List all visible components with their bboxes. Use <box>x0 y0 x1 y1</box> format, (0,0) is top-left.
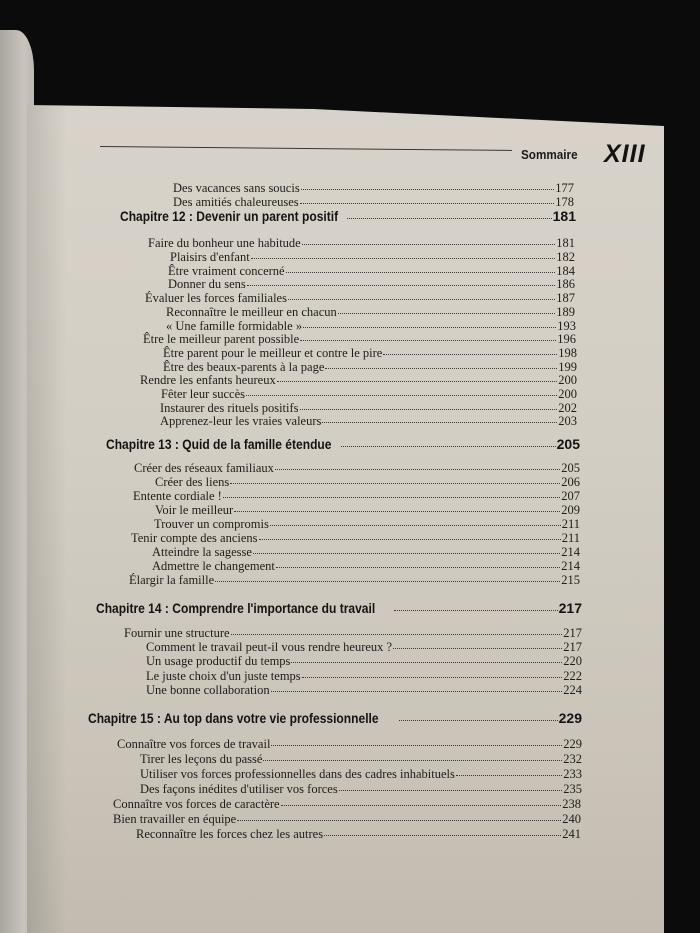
page-number: 240 <box>562 811 581 826</box>
dot-leader <box>286 261 556 273</box>
section-title: Fournir une structure <box>124 625 230 640</box>
page-number: 198 <box>558 345 577 360</box>
section-title: Créer des réseaux familiaux <box>134 460 274 475</box>
page-number: 229 <box>563 736 582 751</box>
section-title: Donner du sens <box>168 276 246 291</box>
section-title: Être le meilleur parent possible <box>143 331 300 346</box>
section-title: Être parent pour le meilleur et contre le pire <box>163 345 383 360</box>
section-title: Le juste choix d'un juste temps <box>146 668 301 683</box>
dot-leader <box>234 500 560 512</box>
dot-leader <box>393 637 562 649</box>
section-title: Trouver un compromis <box>154 516 269 531</box>
page-number: 235 <box>563 781 582 796</box>
dot-leader <box>259 528 561 540</box>
toc-entry-row <box>136 826 581 842</box>
section-title: Plaisirs d'enfant <box>170 249 250 264</box>
page-number: 214 <box>561 544 580 559</box>
section-title: Voir le meilleur <box>155 502 234 517</box>
section-title: Reconnaître les forces chez les autres <box>136 826 324 841</box>
toc-chapter-row <box>96 600 582 616</box>
toc-entry-row <box>146 682 582 698</box>
roman-page-number: XIII <box>604 140 646 168</box>
dot-leader <box>277 370 558 382</box>
dot-leader <box>246 384 557 396</box>
section-title: Être des beaux-parents à la page <box>163 359 325 374</box>
page-number: 224 <box>563 682 582 697</box>
dot-leader <box>302 233 556 245</box>
section-title: Connaître vos forces de travail <box>117 736 271 751</box>
page-number: 206 <box>561 474 580 489</box>
page-number: 184 <box>556 263 575 278</box>
page-number: 232 <box>563 751 582 766</box>
chapter-title: Chapitre 12 : Devenir un parent positif <box>120 208 339 224</box>
dot-leader <box>341 434 555 447</box>
section-title: Tirer les leçons du passé <box>140 751 263 766</box>
dot-leader <box>394 598 558 611</box>
section-title: « Une famille formidable » <box>166 318 303 333</box>
page-number: 182 <box>556 249 575 264</box>
page-number: 233 <box>563 766 582 781</box>
section-title: Tenir compte des anciens <box>131 530 258 545</box>
section-title: Des façons inédites d'utiliser vos forces <box>140 781 338 796</box>
dot-leader <box>231 623 563 635</box>
section-title: Faire du bonheur une habitude <box>148 235 301 250</box>
dot-leader <box>300 329 556 341</box>
page-number: 220 <box>563 653 582 668</box>
toc-chapter-row <box>88 710 582 726</box>
dot-leader <box>325 357 557 369</box>
section-title: Connaître vos forces de caractère <box>113 796 280 811</box>
page-number: 193 <box>557 318 576 333</box>
section-title: Apprenez-leur les vraies valeurs <box>160 413 322 428</box>
page-number: 181 <box>556 235 575 250</box>
dot-leader <box>270 514 561 526</box>
page-number: 222 <box>563 668 582 683</box>
section-title: Un usage productif du temps <box>146 653 291 668</box>
dot-leader <box>300 192 555 204</box>
dot-leader <box>263 749 562 761</box>
page-number: 186 <box>556 276 575 291</box>
page-number: 181 <box>552 208 576 224</box>
section-title: Atteindre la sagesse <box>152 544 252 559</box>
page-number: 215 <box>561 572 580 587</box>
section-title: Rendre les enfants heureux <box>140 372 276 387</box>
dot-leader <box>223 486 560 498</box>
dot-leader <box>456 764 562 776</box>
section-title: Fêter leur succès <box>161 386 245 401</box>
section-title: Des amitiés chaleureuses <box>173 194 299 209</box>
section-title: Élargir la famille <box>129 572 215 587</box>
page-number: 200 <box>558 386 577 401</box>
chapter-title: Chapitre 15 : Au top dans votre vie professionnelle <box>88 710 379 726</box>
section-title: Admettre le changement <box>152 558 275 573</box>
page-number: 214 <box>561 558 580 573</box>
page-number: 177 <box>555 180 574 195</box>
page-number: 238 <box>562 796 581 811</box>
page-number: 217 <box>563 625 582 640</box>
page-number: 217 <box>563 639 582 654</box>
dot-leader <box>237 809 561 821</box>
page-number: 196 <box>557 331 576 346</box>
page-number: 241 <box>562 826 581 841</box>
page-number: 209 <box>561 502 580 517</box>
dot-leader <box>215 570 560 582</box>
toc-chapter-row <box>120 208 576 224</box>
section-title: Entente cordiale ! <box>133 488 222 503</box>
page-number: 178 <box>555 194 574 209</box>
dot-leader <box>324 824 561 836</box>
page-number: 207 <box>561 488 580 503</box>
dot-leader <box>230 472 560 484</box>
dot-leader <box>302 666 563 678</box>
dot-leader <box>253 542 560 554</box>
page-number: 229 <box>558 710 582 726</box>
page-number: 203 <box>558 413 577 428</box>
dot-leader <box>339 779 563 791</box>
dot-leader <box>300 398 558 410</box>
chapter-title: Chapitre 14 : Comprendre l'importance du travail <box>96 600 376 616</box>
dot-leader <box>301 178 555 190</box>
section-title: Créer des liens <box>155 474 230 489</box>
dot-leader <box>271 680 563 692</box>
section-title: Des vacances sans soucis <box>173 180 300 195</box>
page-number: 199 <box>558 359 577 374</box>
dot-leader <box>322 411 557 423</box>
dot-leader <box>271 734 562 746</box>
section-title: Une bonne collaboration <box>146 682 270 697</box>
dot-leader <box>383 343 557 355</box>
page-number: 211 <box>561 530 580 545</box>
section-title: Utiliser vos forces professionnelles dans des cadres inhabituels <box>140 766 455 781</box>
page-number: 211 <box>561 516 580 531</box>
section-title: Être vraiment concerné <box>168 263 285 278</box>
running-header-title: Sommaire <box>521 147 578 162</box>
section-title: Instaurer des rituels positifs <box>160 400 299 415</box>
dot-leader <box>281 794 562 806</box>
toc-entry-row <box>160 413 577 429</box>
dot-leader <box>251 247 556 259</box>
page-number: 205 <box>561 460 580 475</box>
page-number: 189 <box>556 304 575 319</box>
toc-entry-row <box>129 572 580 588</box>
page-number: 202 <box>558 400 577 415</box>
page-number: 187 <box>556 290 575 305</box>
dot-leader <box>399 708 558 721</box>
section-title: Évaluer les forces familiales <box>145 290 287 305</box>
chapter-title: Chapitre 13 : Quid de la famille étendue <box>106 436 332 452</box>
section-title: Bien travailler en équipe <box>113 811 237 826</box>
dot-leader <box>275 458 560 470</box>
page-number: 217 <box>558 600 582 616</box>
dot-leader <box>291 651 562 663</box>
dot-leader <box>347 206 552 219</box>
section-title: Comment le travail peut-il vous rendre heureux ? <box>146 639 393 654</box>
page-number: 205 <box>556 436 580 452</box>
dot-leader <box>303 316 556 328</box>
dot-leader <box>288 288 555 300</box>
toc-chapter-row <box>106 436 580 452</box>
dot-leader <box>338 302 555 314</box>
page-number: 200 <box>558 372 577 387</box>
dot-leader <box>276 556 560 568</box>
dot-leader <box>247 274 555 286</box>
section-title: Reconnaître le meilleur en chacun <box>166 304 337 319</box>
